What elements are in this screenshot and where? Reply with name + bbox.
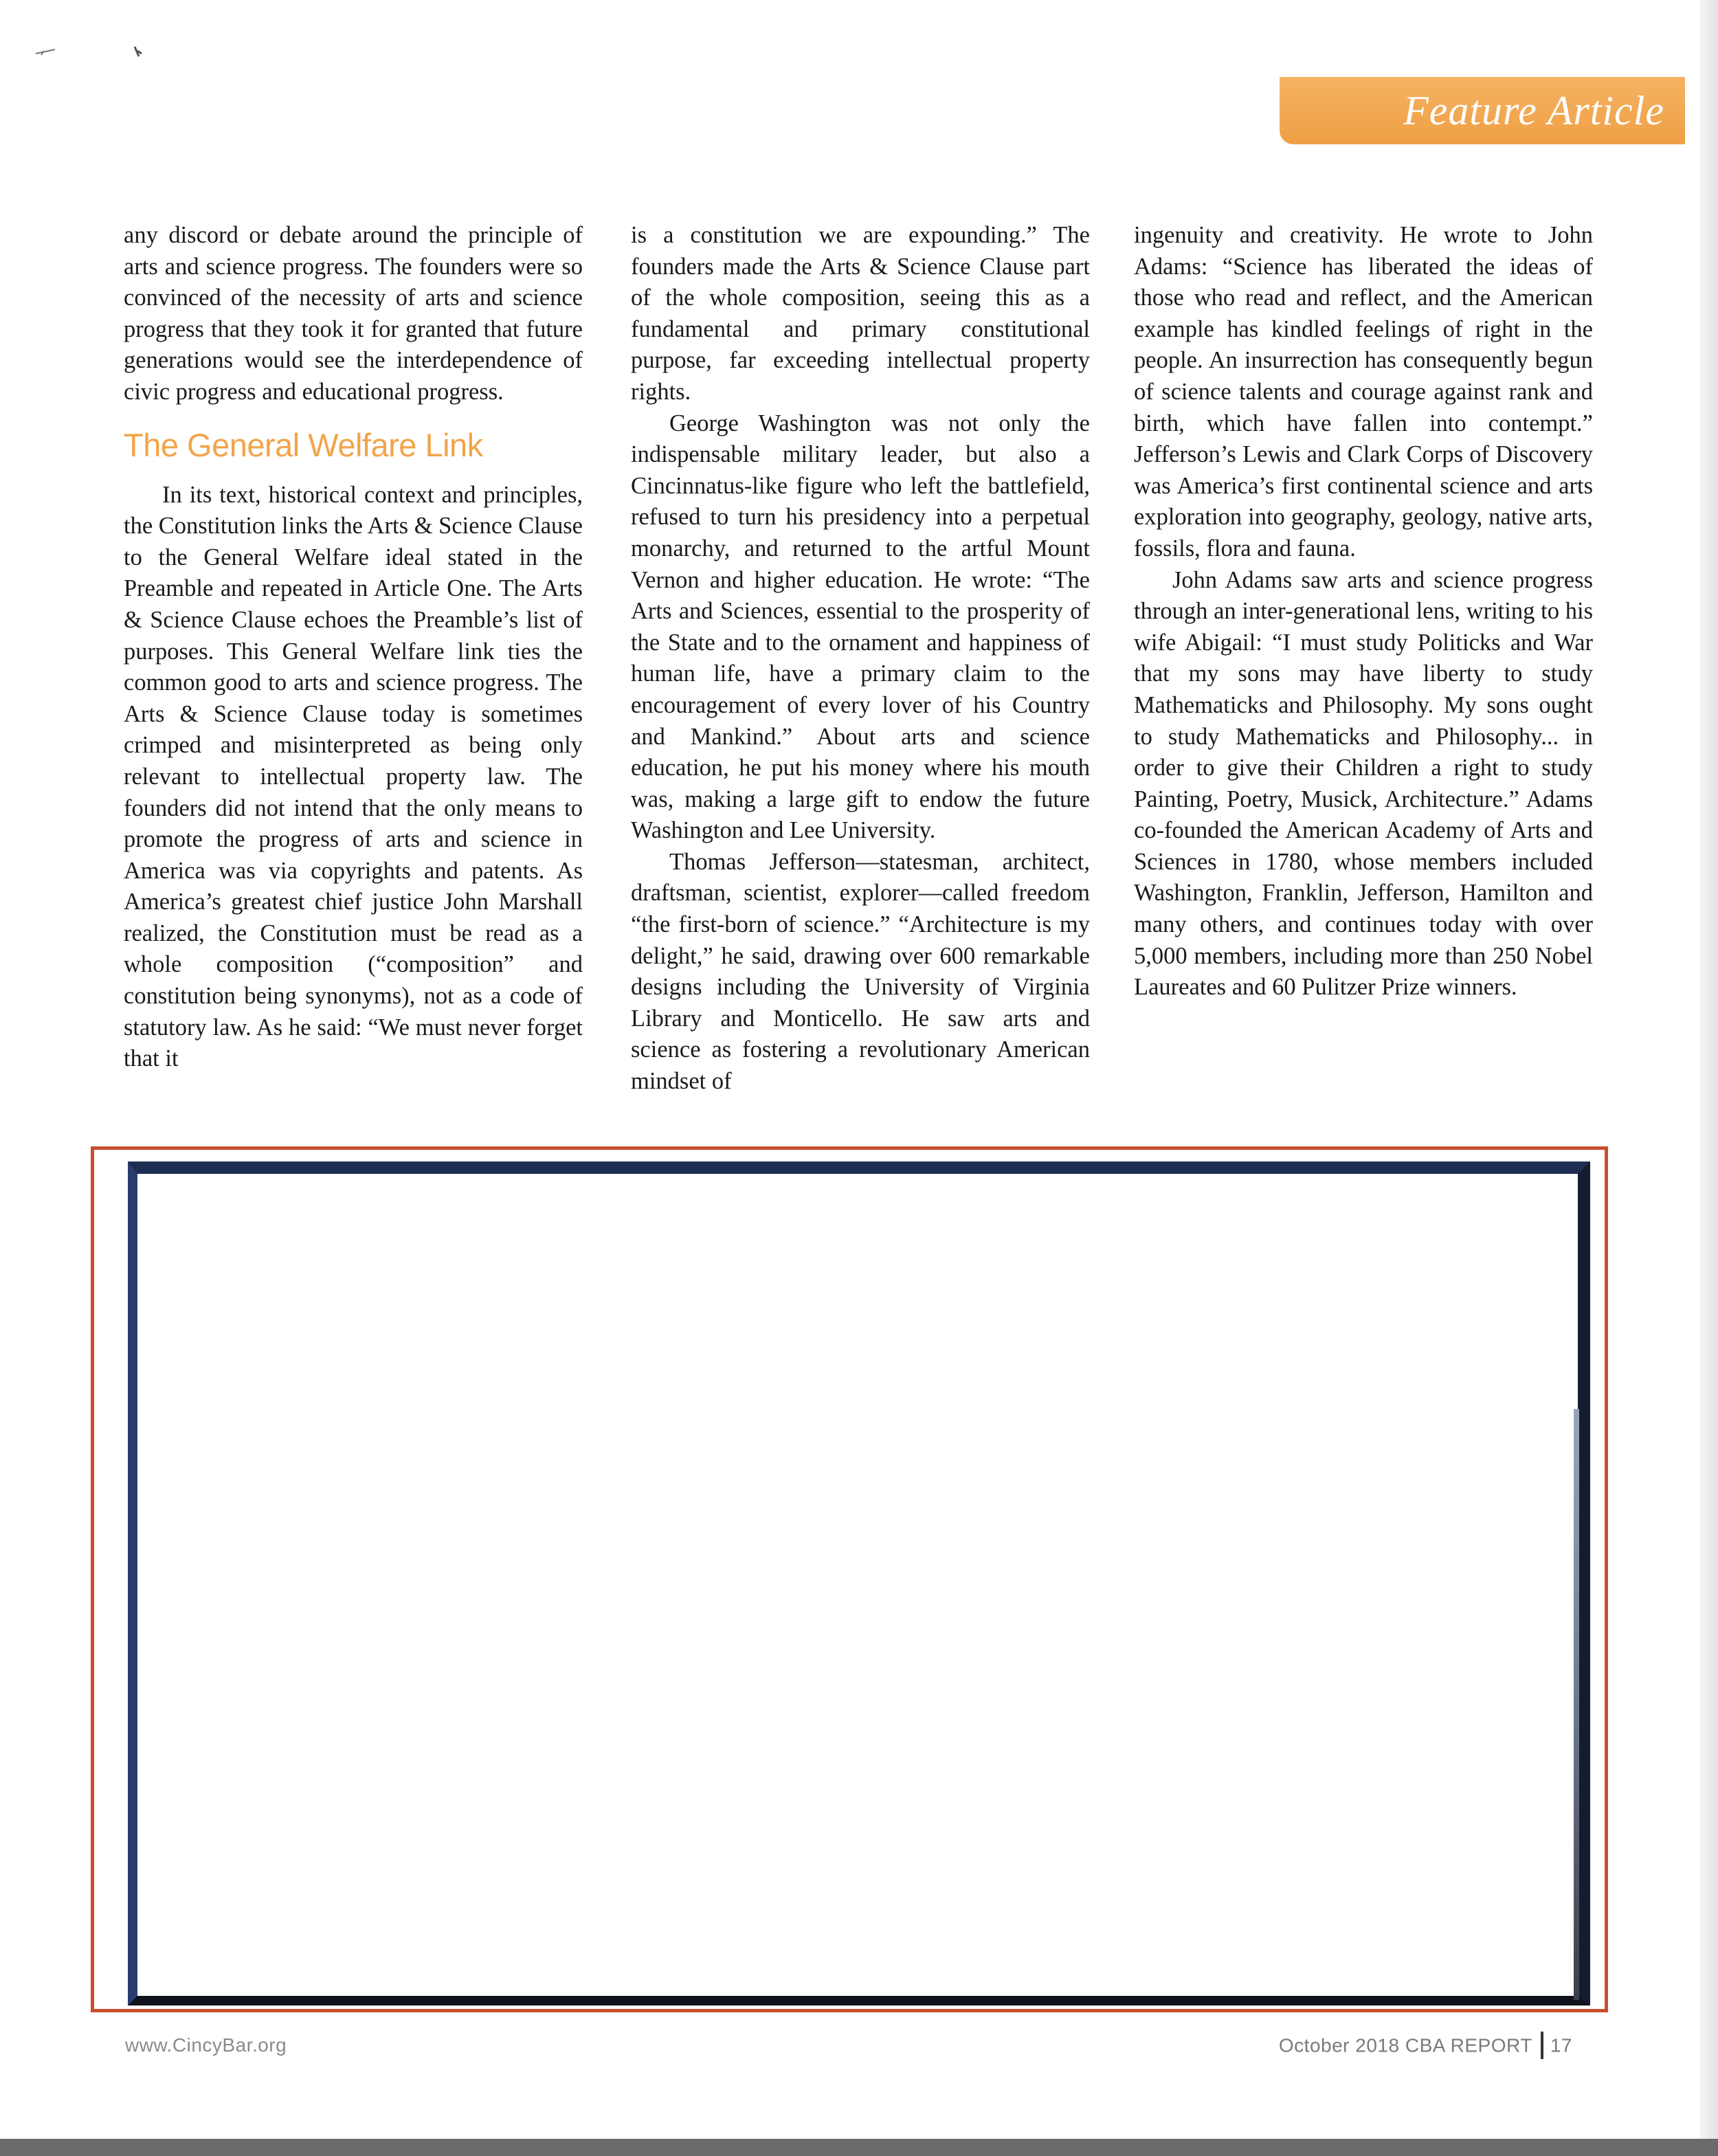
page-number: 17: [1550, 2034, 1572, 2056]
footer-website: www.CincyBar.org: [125, 2034, 287, 2056]
article-column-1: [124, 220, 583, 1075]
scan-specks: [34, 41, 158, 62]
photo-placeholder: [128, 1162, 1590, 2005]
paragraph: John Adams saw arts and science progress through an inter-generational lens, writing to his wife Abigail: “I must study Politicks and War that my sons may have liberty to study Mathematicks and Philosophy. My sons ought to study Mathematicks and Philosophy... in order to give their Children a right to study Painting, Poetry, Musick, Architecture.” Adams co-founded the American Academy of Arts and Sciences in 1780, whose members included Washington, Franklin, Jefferson, Hamilton and many others, and continues today with over 5,000 members, including more than 250 Nobel Laureates and 60 Pulitzer Prize winners.: [1134, 566, 1593, 1001]
section-subhead: The General Welfare Link: [124, 426, 483, 463]
footer-divider: [1541, 2032, 1543, 2059]
paragraph: any discord or debate around the principle of arts and science progress. The founders were so convinced of the necessity of arts and science progress that they took it for granted that future generations would see the interdependence of civic progress and educational progress.: [124, 222, 583, 405]
photo-edge-detail: [1574, 1409, 1579, 2000]
paragraph: ingenuity and creativity. He wrote to John Adams: “Science has liberated the ideas of those who read and reflect, and the American example has kindled feelings of right in the people. An insurrection has consequently begun of science talents and courage against rank and birth, which have fallen into contempt.” Jefferson’s Lewis and Clark Corps of Discovery was America’s first continental science and arts exploration into geography, geology, native arts, fossils, flora and fauna.: [1134, 222, 1593, 562]
paragraph: George Washington was not only the indispensable military leader, but also a Cincinnatus-like figure who left the battlefield, refused to turn his presidency into a perpetual monarchy, and returned to the artful Mount Vernon and higher education. He wrote: “The Arts and Sciences, essential to the prosperity of the State and to the ornament and happiness of human life, have a primary claim to the encouragement of every lover of his Country and Mankind.” About arts and science education, he put his money where his mouth was, making a large gift to endow the future Washington and Lee University.: [631, 410, 1090, 844]
footer-issue-info: [1264, 2033, 1572, 2060]
article-column-2: [631, 220, 1090, 1098]
paragraph: In its text, historical context and principles, the Constitution links the Arts & Science Clause to the General Welfare ideal stated in the Preamble and repeated in Article One. The Arts & Science Clause echoes the Preamble’s list of purposes. This General Welfare link ties the common good to arts and science progress. The Arts & Science Clause today is sometimes crimped and misinterpreted as being only relevant to intellectual property law. The founders did not intend that the only means to promote the progress of arts and science in America was via copyrights and patents. As America’s greatest chief justice John Marshall realized, the Constitution must be read as a whole composition (“composition” and constitution being synonyms), not as a code of statutory law. As he said: “We must never forget that it: [124, 481, 583, 1072]
article-column-3: [1134, 220, 1593, 1003]
section-banner: [1280, 77, 1685, 144]
scan-edge-bottom: [0, 2139, 1718, 2156]
section-label: Feature Article: [1403, 88, 1664, 133]
scan-edge-right: [1700, 0, 1718, 2139]
paragraph: Thomas Jefferson—statesman, architect, draftsman, scientist, explorer—called freedom “the first-born of science.” “Architecture is my delight,” he said, drawing over 600 remarkable designs including the University of Virginia Library and Monticello. He saw arts and science as fostering a revolutionary American mindset of: [631, 848, 1090, 1095]
paragraph: is a constitution we are expounding.” The founders made the Arts & Science Clause part of the whole composition, seeing this as a fundamental and primary constitutional purpose, far exceeding intellectual property rights.: [631, 222, 1090, 405]
footer-issue: October 2018 CBA REPORT: [1278, 2034, 1532, 2056]
